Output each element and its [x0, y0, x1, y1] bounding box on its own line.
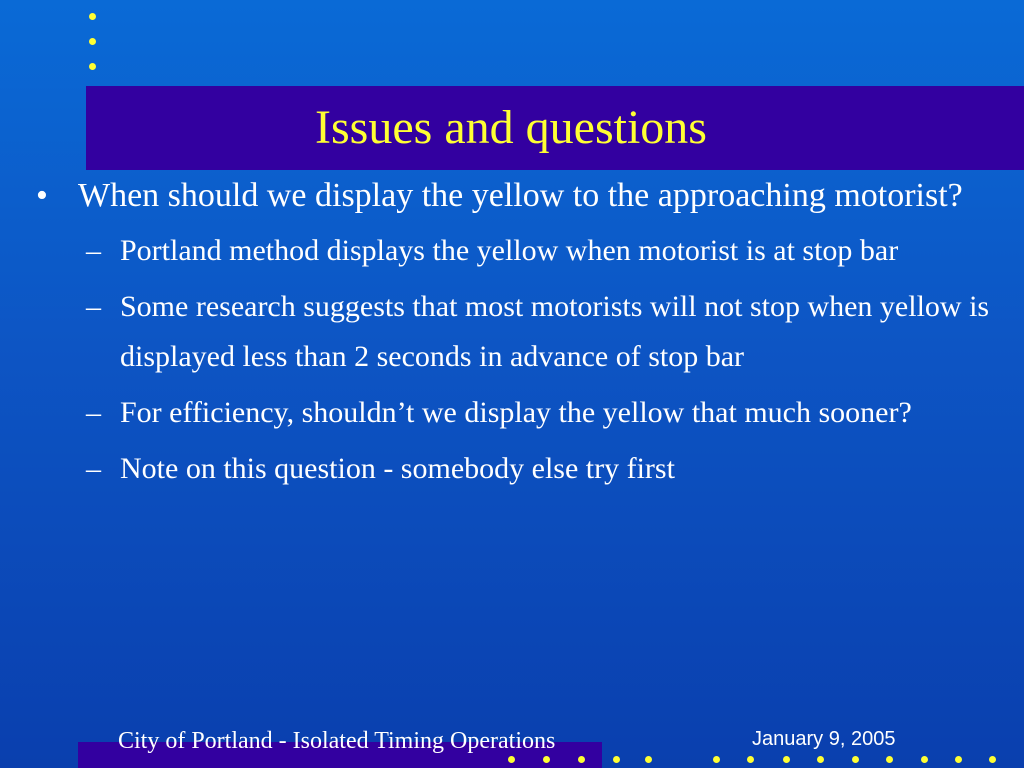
- decorative-dot: [613, 756, 620, 763]
- decorative-dot: [747, 756, 754, 763]
- footer-title: City of Portland - Isolated Timing Operations: [118, 728, 556, 754]
- decorative-dot: [543, 756, 550, 763]
- decorative-dot: [955, 756, 962, 763]
- sub-bullet-marker: –: [86, 290, 101, 323]
- decorative-dot: [989, 756, 996, 763]
- decorative-dot: [713, 756, 720, 763]
- sub-bullet-marker: –: [86, 234, 101, 267]
- sub-bullet-item: [30, 282, 1000, 382]
- slide-content: [30, 172, 1000, 500]
- sub-bullet-item: [30, 388, 1000, 438]
- sub-bullet-text: Portland method displays the yellow when motorist is at stop bar: [120, 234, 899, 267]
- sub-bullet-marker: –: [86, 396, 101, 429]
- decorative-dot: [817, 756, 824, 763]
- sub-bullet-marker: –: [86, 452, 101, 485]
- sub-bullet-text: Some research suggests that most motorists will not stop when yellow is displayed less than 2 seconds in advance of stop bar: [120, 290, 990, 373]
- slide-title: Issues and questions: [315, 101, 707, 154]
- sub-bullet-text: For efficiency, shouldn’t we display the yellow that much sooner?: [120, 396, 912, 429]
- decorative-dot: [852, 756, 859, 763]
- sub-bullet-item: [30, 444, 1000, 494]
- decorative-dot: [783, 756, 790, 763]
- decorative-dot: [645, 756, 652, 763]
- decorative-dot: [89, 63, 96, 70]
- decorative-dot: [886, 756, 893, 763]
- decorative-dot: [89, 38, 96, 45]
- decorative-dot: [508, 756, 515, 763]
- bullet-item: [30, 172, 1000, 220]
- decorative-dot: [921, 756, 928, 763]
- sub-bullet-text: Note on this question - somebody else try first: [120, 452, 675, 485]
- footer-date: January 9, 2005: [752, 728, 896, 750]
- bullet-text: When should we display the yellow to the approaching motorist?: [78, 177, 963, 214]
- sub-bullet-item: [30, 226, 1000, 276]
- bullet-marker: •: [36, 177, 48, 214]
- decorative-dot: [89, 13, 96, 20]
- decorative-dot: [578, 756, 585, 763]
